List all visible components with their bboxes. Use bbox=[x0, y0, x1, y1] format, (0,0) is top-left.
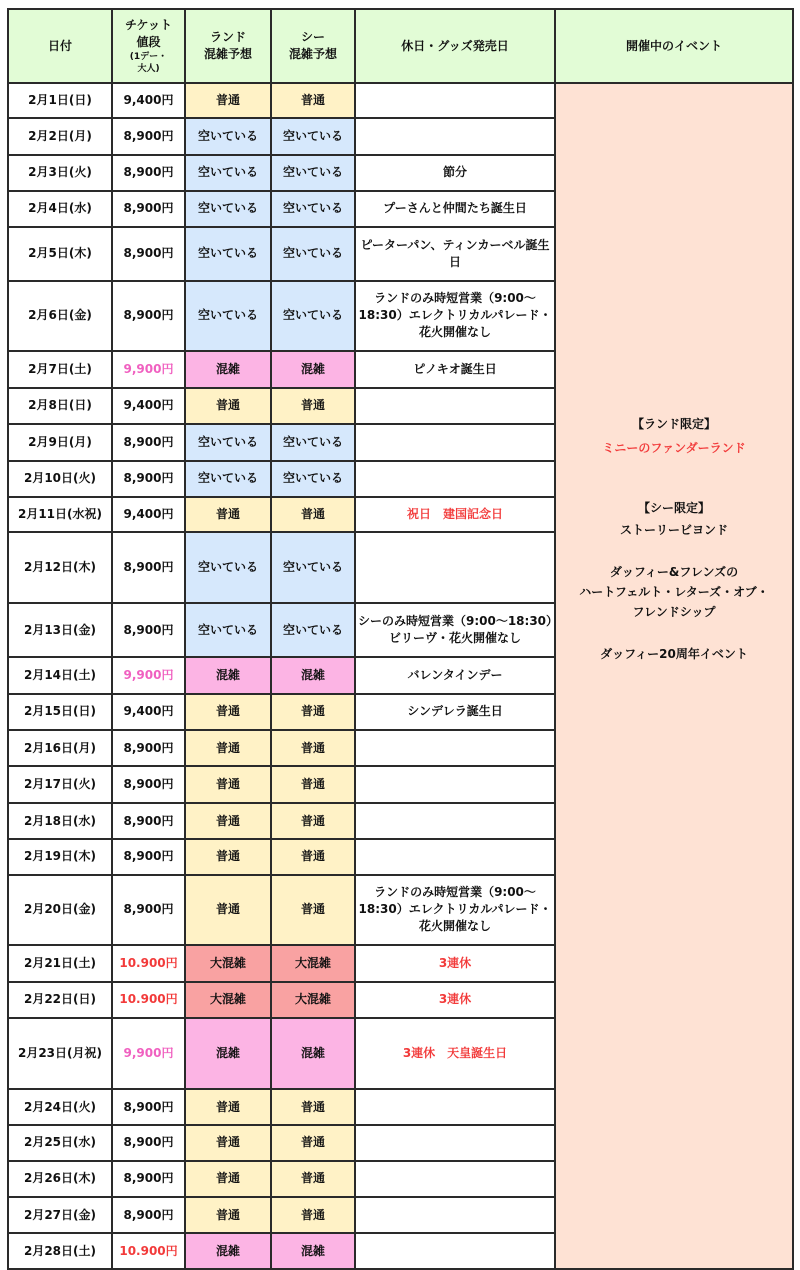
duffy-event-line3: フレンドシップ bbox=[632, 605, 716, 619]
note-cell bbox=[355, 532, 555, 603]
note-cell bbox=[355, 83, 555, 118]
note-cell: ランドのみ時短営業（9:00〜18:30）エレクトリカルパレード・花火開催なし bbox=[355, 281, 555, 352]
sea-crowd-cell: 普通 bbox=[271, 1161, 355, 1197]
price-cell: 10.900円 bbox=[112, 945, 185, 981]
price-cell: 9,400円 bbox=[112, 694, 185, 730]
land-crowd-cell: 空いている bbox=[185, 227, 271, 281]
date-cell: 2月12日(木) bbox=[8, 532, 112, 603]
price-cell: 8,900円 bbox=[112, 730, 185, 766]
table-row bbox=[8, 83, 793, 118]
sea-crowd-cell: 混雑 bbox=[271, 351, 355, 387]
sea-crowd-cell: 普通 bbox=[271, 766, 355, 802]
note-cell bbox=[355, 118, 555, 154]
price-cell: 8,900円 bbox=[112, 1161, 185, 1197]
date-cell: 2月21日(土) bbox=[8, 945, 112, 981]
note-cell bbox=[355, 766, 555, 802]
sea-crowd-cell: 空いている bbox=[271, 532, 355, 603]
sea-crowd-cell: 混雑 bbox=[271, 1018, 355, 1089]
price-cell: 8,900円 bbox=[112, 191, 185, 226]
note-cell bbox=[355, 1161, 555, 1197]
land-crowd-cell: 空いている bbox=[185, 461, 271, 497]
date-cell: 2月4日(水) bbox=[8, 191, 112, 226]
land-crowd-cell: 混雑 bbox=[185, 351, 271, 387]
date-cell: 2月2日(月) bbox=[8, 118, 112, 154]
sea-crowd-cell: 空いている bbox=[271, 118, 355, 154]
sea-crowd-cell: 普通 bbox=[271, 388, 355, 424]
land-crowd-cell: 空いている bbox=[185, 281, 271, 352]
note-cell: シーのみ時短営業（9:00〜18:30）ビリーヴ・花火開催なし bbox=[355, 603, 555, 657]
date-cell: 2月16日(月) bbox=[8, 730, 112, 766]
sea-crowd-cell: 普通 bbox=[271, 839, 355, 874]
date-cell: 2月5日(木) bbox=[8, 227, 112, 281]
note-cell bbox=[355, 1197, 555, 1233]
note-cell bbox=[355, 461, 555, 497]
note-cell: ピーターパン、ティンカーベル誕生日 bbox=[355, 227, 555, 281]
date-cell: 2月14日(土) bbox=[8, 657, 112, 693]
date-cell: 2月1日(日) bbox=[8, 83, 112, 118]
price-cell: 8,900円 bbox=[112, 155, 185, 191]
price-cell: 8,900円 bbox=[112, 875, 185, 946]
date-cell: 2月7日(土) bbox=[8, 351, 112, 387]
sea-crowd-cell: 混雑 bbox=[271, 1233, 355, 1269]
sea-crowd-cell: 大混雑 bbox=[271, 945, 355, 981]
land-crowd-cell: 普通 bbox=[185, 875, 271, 946]
note-cell: 3連休 bbox=[355, 982, 555, 1018]
sea-crowd-cell: 普通 bbox=[271, 1089, 355, 1125]
sea-crowd-cell: 普通 bbox=[271, 83, 355, 118]
header-land-line1: ランド bbox=[209, 30, 246, 44]
sea-crowd-cell: 普通 bbox=[271, 497, 355, 532]
duffy-event-line2: ハートフェルト・レターズ・オブ・ bbox=[579, 585, 769, 599]
events-cell bbox=[555, 83, 793, 1269]
land-crowd-cell: 大混雑 bbox=[185, 945, 271, 981]
land-crowd-cell: 普通 bbox=[185, 1125, 271, 1160]
price-cell: 8,900円 bbox=[112, 532, 185, 603]
sea-crowd-cell: 空いている bbox=[271, 603, 355, 657]
land-crowd-cell: 空いている bbox=[185, 424, 271, 460]
land-crowd-cell: 普通 bbox=[185, 1161, 271, 1197]
land-crowd-cell: 普通 bbox=[185, 803, 271, 839]
header-price-sub: (1デー・大人) bbox=[129, 52, 168, 74]
sea-crowd-cell: 空いている bbox=[271, 155, 355, 191]
land-crowd-cell: 空いている bbox=[185, 118, 271, 154]
note-cell bbox=[355, 839, 555, 874]
date-cell: 2月26日(木) bbox=[8, 1161, 112, 1197]
price-cell: 9,900円 bbox=[112, 657, 185, 693]
note-cell: 祝日 建国記念日 bbox=[355, 497, 555, 532]
header-price bbox=[112, 9, 185, 83]
note-cell: 3連休 bbox=[355, 945, 555, 981]
sea-crowd-cell: 普通 bbox=[271, 1125, 355, 1160]
header-sea-line1: シー bbox=[300, 30, 325, 44]
note-cell bbox=[355, 1089, 555, 1125]
date-cell: 2月19日(木) bbox=[8, 839, 112, 874]
header-price-line1: チケット bbox=[125, 18, 172, 32]
price-cell: 10.900円 bbox=[112, 1233, 185, 1269]
date-cell: 2月27日(金) bbox=[8, 1197, 112, 1233]
sea-crowd-cell: 普通 bbox=[271, 1197, 355, 1233]
land-crowd-cell: 普通 bbox=[185, 730, 271, 766]
land-crowd-cell: 混雑 bbox=[185, 1233, 271, 1269]
sea-crowd-cell: 空いている bbox=[271, 461, 355, 497]
date-cell: 2月8日(日) bbox=[8, 388, 112, 424]
sea-crowd-cell: 空いている bbox=[271, 191, 355, 226]
note-cell bbox=[355, 388, 555, 424]
price-cell: 8,900円 bbox=[112, 424, 185, 460]
land-crowd-cell: 普通 bbox=[185, 388, 271, 424]
land-limited-label: 【ランド限定】 bbox=[631, 417, 716, 431]
sea-crowd-cell: 大混雑 bbox=[271, 982, 355, 1018]
price-cell: 9,400円 bbox=[112, 388, 185, 424]
land-crowd-cell: 大混雑 bbox=[185, 982, 271, 1018]
sea-crowd-cell: 普通 bbox=[271, 803, 355, 839]
header-notes: 休日・グッズ発売日 bbox=[355, 9, 555, 83]
price-cell: 8,900円 bbox=[112, 227, 185, 281]
land-crowd-cell: 空いている bbox=[185, 532, 271, 603]
land-crowd-cell: 普通 bbox=[185, 497, 271, 532]
header-land bbox=[185, 9, 271, 83]
note-cell bbox=[355, 730, 555, 766]
land-crowd-cell: 普通 bbox=[185, 766, 271, 802]
note-cell: 節分 bbox=[355, 155, 555, 191]
date-cell: 2月18日(水) bbox=[8, 803, 112, 839]
sea-event-name: ストーリービヨンド bbox=[619, 523, 728, 537]
date-cell: 2月13日(金) bbox=[8, 603, 112, 657]
header-row bbox=[8, 9, 793, 83]
price-cell: 8,900円 bbox=[112, 1089, 185, 1125]
header-date: 日付 bbox=[8, 9, 112, 83]
land-crowd-cell: 普通 bbox=[185, 83, 271, 118]
date-cell: 2月20日(金) bbox=[8, 875, 112, 946]
note-cell: ピノキオ誕生日 bbox=[355, 351, 555, 387]
price-cell: 9,400円 bbox=[112, 83, 185, 118]
sea-crowd-cell: 空いている bbox=[271, 281, 355, 352]
land-crowd-cell: 普通 bbox=[185, 1197, 271, 1233]
land-crowd-cell: 空いている bbox=[185, 603, 271, 657]
price-cell: 8,900円 bbox=[112, 603, 185, 657]
calendar-body bbox=[8, 83, 793, 1269]
price-cell: 8,900円 bbox=[112, 118, 185, 154]
note-cell bbox=[355, 1233, 555, 1269]
price-cell: 8,900円 bbox=[112, 803, 185, 839]
land-crowd-cell: 空いている bbox=[185, 155, 271, 191]
price-cell: 8,900円 bbox=[112, 1125, 185, 1160]
note-cell bbox=[355, 1125, 555, 1160]
date-cell: 2月15日(日) bbox=[8, 694, 112, 730]
date-cell: 2月24日(火) bbox=[8, 1089, 112, 1125]
land-event-name: ミニーのファンダーランド bbox=[602, 441, 746, 455]
note-cell bbox=[355, 803, 555, 839]
duffy-event-line1: ダッフィー&フレンズの bbox=[609, 565, 739, 579]
price-cell: 9,900円 bbox=[112, 351, 185, 387]
land-crowd-cell: 普通 bbox=[185, 839, 271, 874]
date-cell: 2月9日(月) bbox=[8, 424, 112, 460]
header-sea-line2: 混雑予想 bbox=[288, 47, 337, 61]
date-cell: 2月23日(月祝) bbox=[8, 1018, 112, 1089]
land-crowd-cell: 普通 bbox=[185, 1089, 271, 1125]
land-crowd-cell: 混雑 bbox=[185, 1018, 271, 1089]
note-cell: バレンタインデー bbox=[355, 657, 555, 693]
date-cell: 2月17日(火) bbox=[8, 766, 112, 802]
land-crowd-cell: 混雑 bbox=[185, 657, 271, 693]
sea-crowd-cell: 空いている bbox=[271, 227, 355, 281]
price-cell: 8,900円 bbox=[112, 461, 185, 497]
sea-crowd-cell: 普通 bbox=[271, 694, 355, 730]
sea-crowd-cell: 混雑 bbox=[271, 657, 355, 693]
note-cell: シンデレラ誕生日 bbox=[355, 694, 555, 730]
land-crowd-cell: 普通 bbox=[185, 694, 271, 730]
crowd-calendar-table bbox=[7, 8, 794, 1270]
sea-crowd-cell: 空いている bbox=[271, 424, 355, 460]
sea-crowd-cell: 普通 bbox=[271, 730, 355, 766]
sea-crowd-cell: 普通 bbox=[271, 875, 355, 946]
price-cell: 9,400円 bbox=[112, 497, 185, 532]
date-cell: 2月22日(日) bbox=[8, 982, 112, 1018]
sea-limited-label: 【シー限定】 bbox=[637, 501, 710, 515]
price-cell: 10.900円 bbox=[112, 982, 185, 1018]
note-cell bbox=[355, 424, 555, 460]
header-sea bbox=[271, 9, 355, 83]
note-cell: ランドのみ時短営業（9:00〜18:30）エレクトリカルパレード・花火開催なし bbox=[355, 875, 555, 946]
date-cell: 2月11日(水祝) bbox=[8, 497, 112, 532]
events-panel bbox=[556, 84, 792, 1268]
date-cell: 2月25日(水) bbox=[8, 1125, 112, 1160]
header-events: 開催中のイベント bbox=[555, 9, 793, 83]
land-crowd-cell: 空いている bbox=[185, 191, 271, 226]
price-cell: 8,900円 bbox=[112, 766, 185, 802]
date-cell: 2月3日(火) bbox=[8, 155, 112, 191]
price-cell: 8,900円 bbox=[112, 839, 185, 874]
price-cell: 8,900円 bbox=[112, 1197, 185, 1233]
date-cell: 2月28日(土) bbox=[8, 1233, 112, 1269]
duffy-20th-event: ダッフィー20周年イベント bbox=[600, 647, 748, 661]
price-cell: 8,900円 bbox=[112, 281, 185, 352]
note-cell: 3連休 天皇誕生日 bbox=[355, 1018, 555, 1089]
header-price-line2: 値段 bbox=[136, 35, 161, 49]
date-cell: 2月6日(金) bbox=[8, 281, 112, 352]
price-cell: 9,900円 bbox=[112, 1018, 185, 1089]
header-land-line2: 混雑予想 bbox=[203, 47, 252, 61]
date-cell: 2月10日(火) bbox=[8, 461, 112, 497]
note-cell: プーさんと仲間たち誕生日 bbox=[355, 191, 555, 226]
